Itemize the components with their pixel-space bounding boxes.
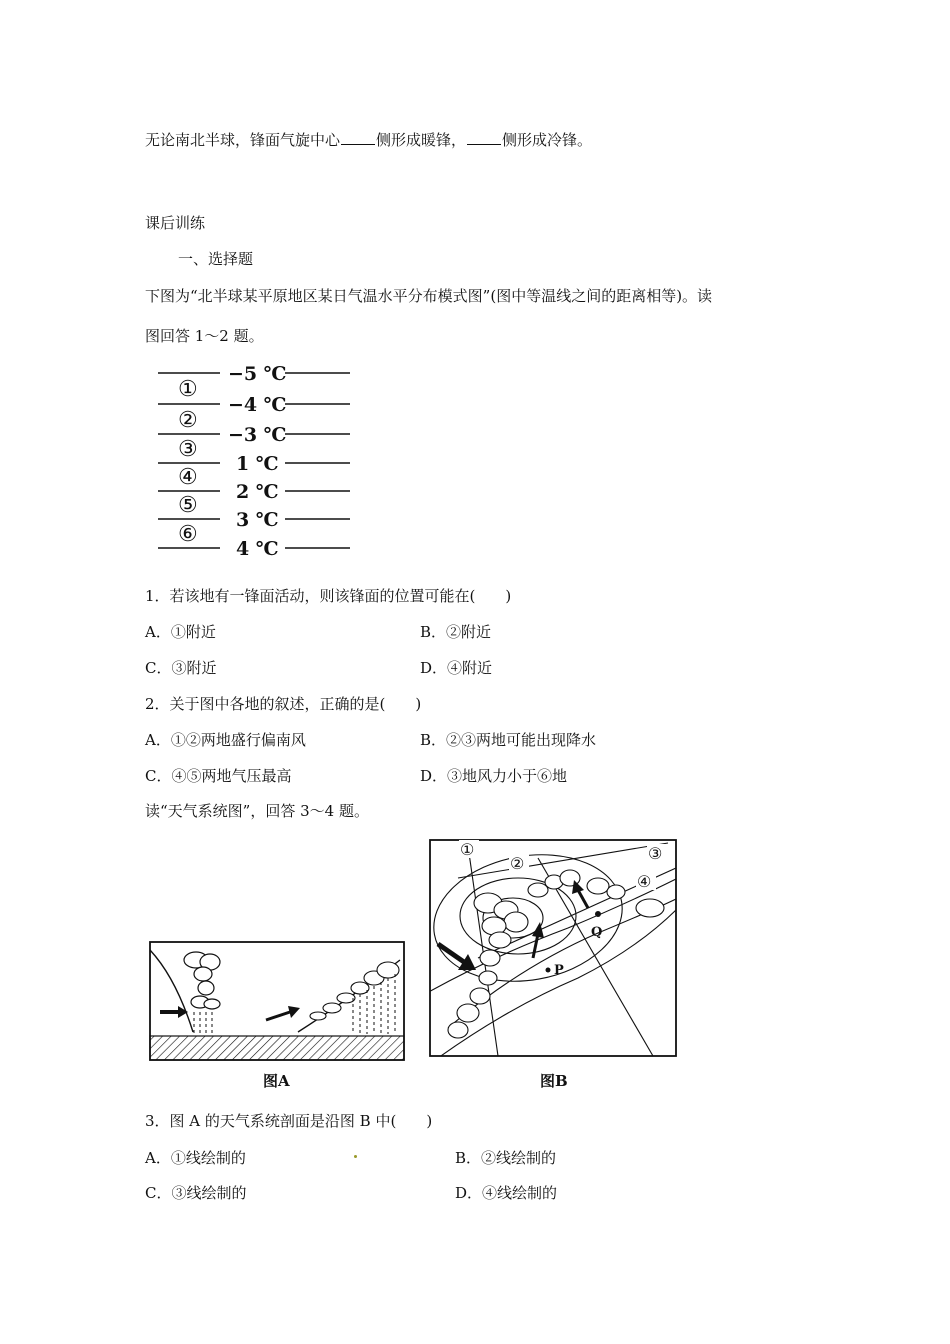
isotherm-temp-6: 3 ℃ bbox=[236, 509, 279, 531]
question-1-option-a[interactable]: A．①附近 bbox=[145, 623, 216, 641]
line-label-2: ② bbox=[510, 854, 525, 873]
question-2-option-a[interactable]: A．①②两地盛行偏南风 bbox=[145, 731, 306, 749]
zone-label-3: ③ bbox=[178, 437, 198, 462]
zone-label-2: ② bbox=[178, 408, 198, 433]
ground-hatch bbox=[150, 1036, 404, 1060]
isotherm-figure bbox=[150, 360, 360, 560]
stray-dot bbox=[354, 1155, 357, 1158]
question-1-option-b[interactable]: B．②附近 bbox=[420, 623, 492, 641]
question-3-option-b[interactable]: B．②线绘制的 bbox=[455, 1149, 557, 1167]
figure-b bbox=[428, 838, 678, 1060]
prompt-2: 读“天气系统图”，回答 3～4 题。 bbox=[145, 802, 369, 820]
answer-blank-2[interactable] bbox=[467, 130, 501, 145]
question-2-stem: 2．关于图中各地的叙述，正确的是( ) bbox=[145, 695, 422, 713]
zone-label-1: ① bbox=[178, 377, 198, 402]
isotherm-temp-5: 2 ℃ bbox=[236, 481, 279, 503]
zone-label-6: ⑥ bbox=[178, 522, 198, 547]
isotherm-temp-3: −3 ℃ bbox=[228, 424, 287, 446]
isotherm-temp-7: 4 ℃ bbox=[236, 538, 279, 560]
question-2-option-d[interactable]: D．③地风力小于⑥地 bbox=[420, 767, 568, 785]
answer-blank-1[interactable] bbox=[341, 130, 375, 145]
intro-part1: 无论南北半球，锋面气旋中心 bbox=[145, 131, 341, 149]
question-3-stem: 3．图 A 的天气系统剖面是沿图 B 中( ) bbox=[145, 1112, 433, 1130]
point-q-marker bbox=[595, 911, 601, 917]
question-3-option-d[interactable]: D．④线绘制的 bbox=[455, 1184, 558, 1202]
question-3-option-c[interactable]: C．③线绘制的 bbox=[145, 1184, 247, 1202]
line-label-1: ① bbox=[460, 840, 475, 859]
figure-a bbox=[148, 940, 406, 1062]
question-2-option-c[interactable]: C．④⑤两地气压最高 bbox=[145, 767, 292, 785]
point-p-label: P bbox=[554, 963, 564, 978]
line-label-3: ③ bbox=[648, 844, 663, 863]
question-1-option-c[interactable]: C．③附近 bbox=[145, 659, 217, 677]
zone-label-4: ④ bbox=[178, 465, 198, 490]
intro-part2: 侧形成暖锋， bbox=[376, 131, 467, 149]
zone-label-5: ⑤ bbox=[178, 493, 198, 518]
question-3-option-a[interactable]: A．①线绘制的 bbox=[145, 1149, 246, 1167]
isotherm-temp-1: −5 ℃ bbox=[228, 363, 287, 385]
prompt-1-line-1: 下图为“北半球某平原地区某日气温水平分布模式图”(图中等温线之间的距离相等)。读 bbox=[145, 287, 713, 305]
prompt-1-line-2: 图回答 1～2 题。 bbox=[145, 327, 264, 345]
intro-part3: 侧形成冷锋。 bbox=[502, 131, 593, 149]
figure-a-label: 图A bbox=[263, 1072, 290, 1090]
isotherm-temp-4: 1 ℃ bbox=[236, 453, 279, 475]
subsection-title: 一、选择题 bbox=[178, 250, 254, 268]
question-2-option-b[interactable]: B．②③两地可能出现降水 bbox=[420, 731, 597, 749]
section-title: 课后训练 bbox=[145, 214, 206, 232]
figure-b-label: 图B bbox=[540, 1072, 568, 1090]
intro-sentence bbox=[145, 130, 592, 150]
question-1-stem: 1．若该地有一锋面活动，则该锋面的位置可能在( ) bbox=[145, 587, 512, 605]
line-label-4: ④ bbox=[637, 872, 652, 891]
isotherm-temp-2: −4 ℃ bbox=[228, 394, 287, 416]
question-1-option-d[interactable]: D．④附近 bbox=[420, 659, 493, 677]
point-p-marker bbox=[546, 968, 551, 973]
point-q-label: Q bbox=[591, 925, 603, 940]
